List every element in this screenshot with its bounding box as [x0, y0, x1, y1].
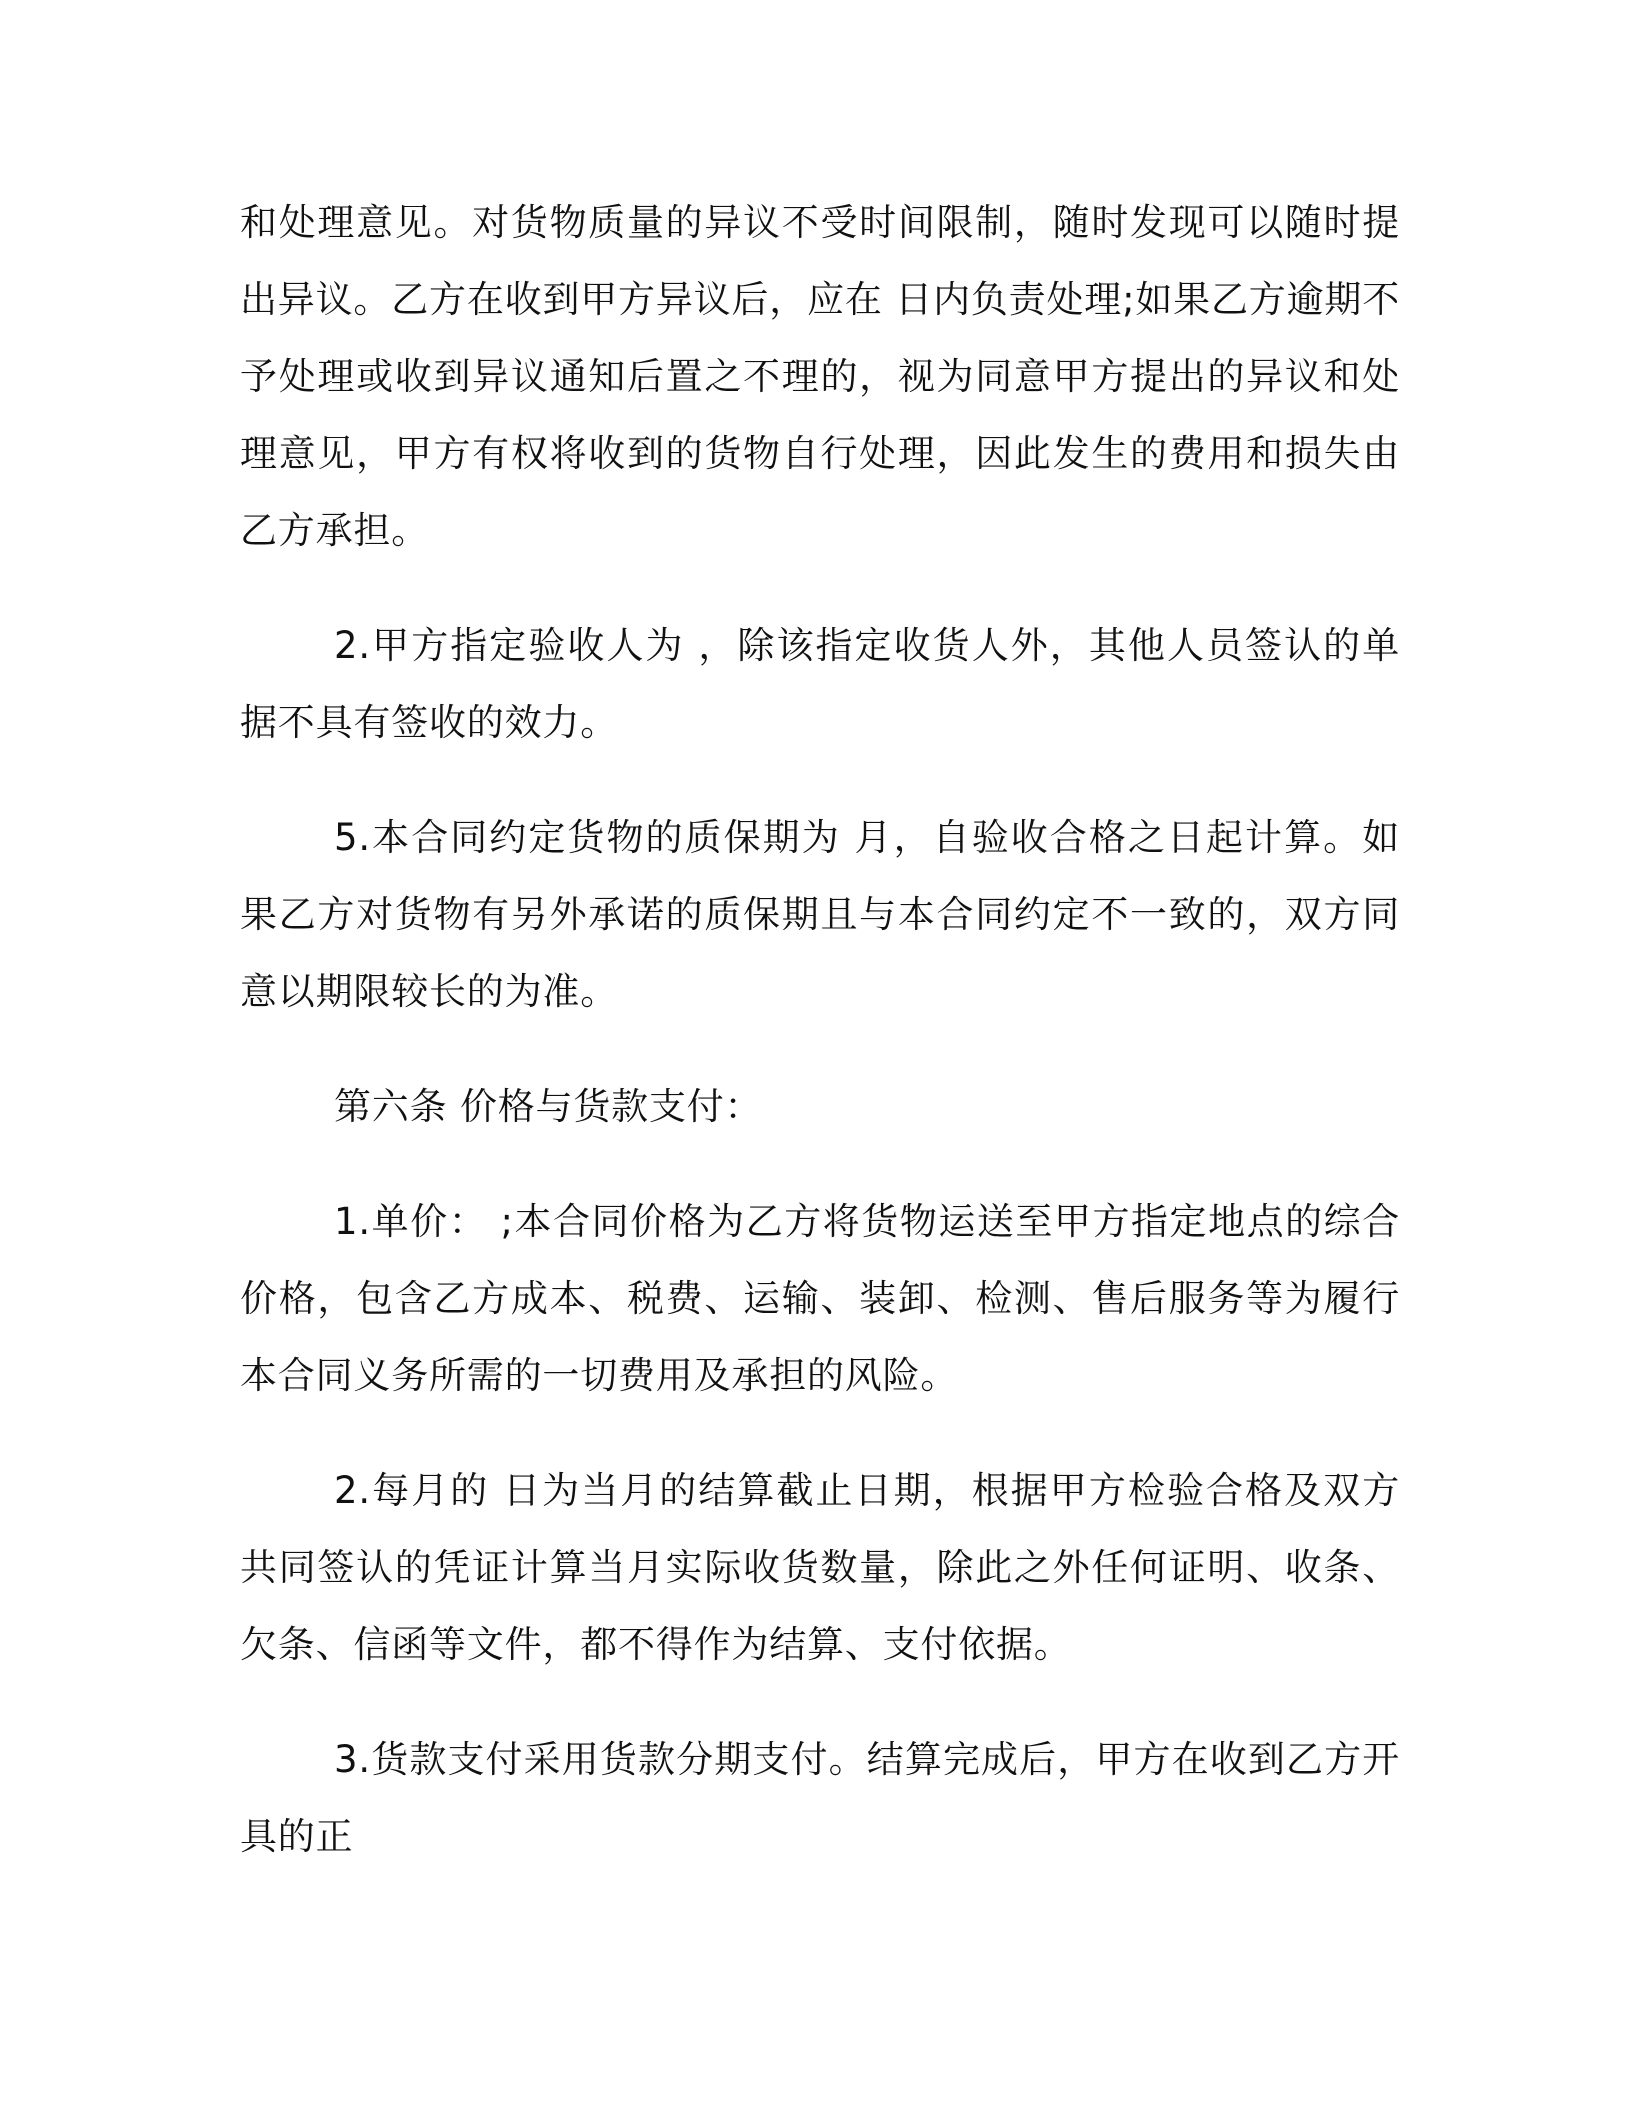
paragraph-acceptance-person: 2.甲方指定验收人为 ，除该指定收货人外，其他人员签认的单据不具有签收的效力。	[240, 624, 1400, 744]
paragraph-unit-price: 1.单价： ;本合同价格为乙方将货物运送至甲方指定地点的综合价格，包含乙方成本、税费、运输、装卸、检测、售后服务等为履行本合同义务所需的一切费用及承担的风险。	[240, 1200, 1400, 1397]
paragraph-warranty-period: 5.本合同约定货物的质保期为 月，自验收合格之日起计算。如果乙方对货物有另外承诺的质保期且与本合同约定不一致的，双方同意以期限较长的为准。	[240, 816, 1400, 1013]
paragraph-settlement-date: 2.每月的 日为当月的结算截止日期，根据甲方检验合格及双方共同签认的凭证计算当月实际收货数量，除此之外任何证明、收条、欠条、信函等文件，都不得作为结算、支付依据。	[240, 1469, 1400, 1666]
paragraph-payment-method: 3.货款支付采用货款分期支付。结算完成后，甲方在收到乙方开具的正	[240, 1738, 1400, 1858]
contract-text	[240, 184, 1400, 1913]
section-heading-price-payment: 第六条 价格与货款支付：	[334, 1085, 763, 1128]
paragraph-quality-objection: 和处理意见。对货物质量的异议不受时间限制，随时发现可以随时提出异议。乙方在收到甲方异议后，应在 日内负责处理;如果乙方逾期不予处理或收到异议通知后置之不理的，视为同意甲方提出的异议和处理意见，甲方有权将收到的货物自行处理，因此发生的费用和损失由乙方承担。	[240, 201, 1400, 552]
